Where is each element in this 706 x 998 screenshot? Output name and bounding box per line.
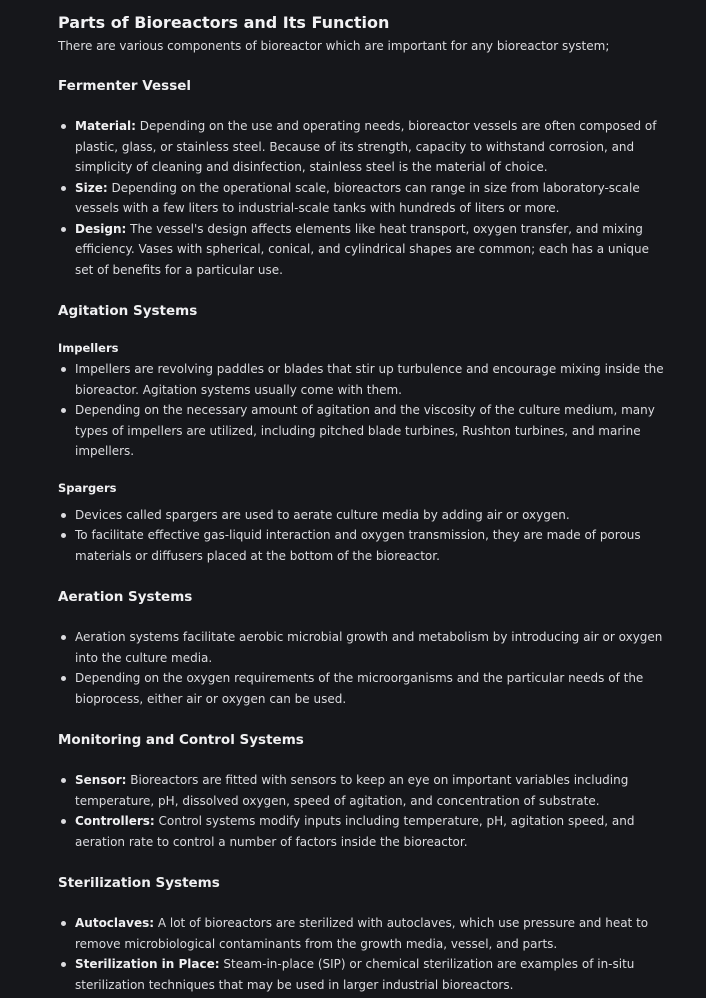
section-heading-sterilization-systems: Sterilization Systems: [58, 875, 220, 891]
item-label: Autoclaves:: [75, 916, 155, 930]
subsection-heading-spargers: Spargers: [58, 480, 117, 495]
list-item: [58, 913, 666, 954]
list-item: [58, 178, 666, 219]
list-item: Devices called spargers are used to aerate culture media by adding air or oxygen.: [58, 505, 666, 526]
section-heading-aeration-systems: Aeration Systems: [58, 589, 193, 605]
item-label: Sensor:: [75, 773, 127, 787]
section-heading-monitoring-control: Monitoring and Control Systems: [58, 732, 304, 748]
list-item: To facilitate effective gas-liquid interaction and oxygen transmission, they are made of porous materials or diffusers placed at the bottom of the bioreactor.: [58, 525, 666, 566]
item-text: A lot of bioreactors are sterilized with autoclaves, which use pressure and heat to remove microbiological contaminants from the growth media, vessel, and parts.: [75, 916, 649, 951]
intro-paragraph: There are various components of bioreactor which are important for any bioreactor system;: [58, 39, 610, 53]
list-item: Depending on the oxygen requirements of the microorganisms and the particular needs of the bioprocess, either air or oxygen can be used.: [58, 668, 666, 709]
item-label: Material:: [75, 119, 136, 133]
list-item: [58, 219, 666, 281]
impellers-list: [58, 359, 666, 462]
item-text: The vessel's design affects elements like heat transport, oxygen transfer, and mixing efficiency. Vases with spherical, conical, and cylindrical shapes are common; each has a unique set of benefits for a particular use.: [75, 221, 650, 277]
item-label: Design:: [75, 221, 127, 236]
aeration-systems-list: [58, 627, 666, 709]
item-label: Controllers:: [75, 814, 155, 828]
spargers-list: [58, 505, 666, 567]
fermenter-vessel-list: [58, 116, 666, 280]
page-title: Parts of Bioreactors and Its Function: [58, 13, 390, 32]
sterilization-systems-list: [58, 913, 666, 995]
item-text: Control systems modify inputs including temperature, pH, agitation speed, and aeration rate to control a number of factors inside the bioreactor.: [75, 814, 635, 849]
subsection-heading-impellers: Impellers: [58, 341, 119, 355]
item-text: Bioreactors are fitted with sensors to keep an eye on important variables including temperature, pH, dissolved oxygen, speed of agitation, and concentration of substrate.: [75, 773, 629, 808]
item-label: Sterilization in Place:: [75, 957, 220, 971]
item-label: Size:: [75, 180, 108, 195]
list-item: [58, 954, 666, 995]
section-heading-fermenter-vessel: Fermenter Vessel: [58, 78, 192, 94]
list-item: [58, 116, 666, 178]
monitoring-control-list: [58, 770, 666, 852]
list-item: [58, 811, 666, 852]
item-text: Steam-in-place (SIP) or chemical sterilization are examples of in-situ sterilization techniques that may be used in larger industrial bioreactors.: [75, 957, 635, 992]
list-item: Impellers are revolving paddles or blades that stir up turbulence and encourage mixing inside the bioreactor. Agitation systems usually come with them.: [58, 359, 666, 400]
list-item: Aeration systems facilitate aerobic microbial growth and metabolism by introducing air or oxygen into the culture media.: [58, 627, 666, 668]
item-text: Depending on the use and operating needs, bioreactor vessels are often composed of plastic, glass, or stainless steel. Because of its strength, capacity to withstand corrosion, and simplicity of cleaning and disinfection, stainless steel is the material of choice.: [75, 119, 657, 174]
list-item: [58, 770, 666, 811]
list-item: Depending on the necessary amount of agitation and the viscosity of the culture medium, many types of impellers are utilized, including pitched blade turbines, Rushton turbines, and marine impellers.: [58, 400, 666, 462]
section-heading-agitation-systems: Agitation Systems: [58, 303, 198, 319]
item-text: Depending on the operational scale, bioreactors can range in size from laboratory-scale vessels with a few liters to industrial-scale tanks with hundreds of liters or more.: [75, 180, 640, 215]
